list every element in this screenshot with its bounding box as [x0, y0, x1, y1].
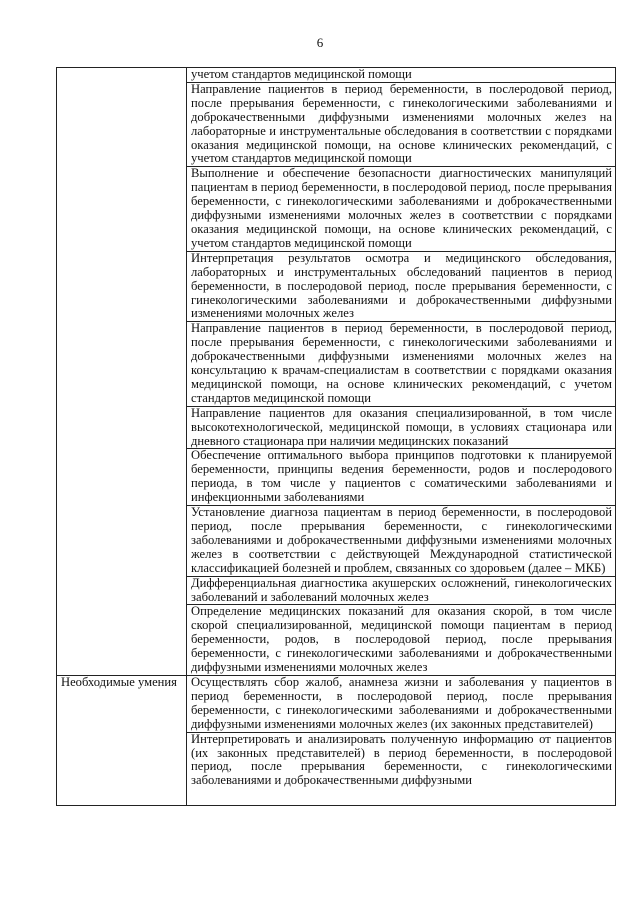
table-cell: Установление диагноза пациентам в период беременности, в послеродовой период, после прерывания беременности, с гинекологическими заболеваниями и доброкачественными диффузными изменениями молочных желез в соответствии с действующей Международной статистической классификацией болезней и проблем, связанных со здоровьем (далее – МКБ) [187, 506, 616, 577]
table-cell: учетом стандартов медицинской помощи [187, 68, 616, 83]
table-row [57, 675, 616, 732]
table-cell: Осуществлять сбор жалоб, анамнеза жизни и заболевания у пациентов в период беременности, в послеродовой период, после прерывания беременности, с гинекологическими заболеваниями и доброкачественными диффузными изменениями молочных желез (их законных представителей) [187, 675, 616, 732]
table-cell: Определение медицинских показаний для оказания скорой, в том числе скорой специализированной, медицинской помощи пациентам в период беременности, родов, в послеродовой период, после прерывания беременности, с гинекологическими заболеваниями и доброкачественными диффузными изменениями молочных желез [187, 605, 616, 676]
table-cell: Интерпретация результатов осмотра и медицинского обследования, лабораторных и инструментальных обследований пациентов в период беременности, в послеродовой период, после прерывания беременности, с гинекологическими заболеваниями и доброкачественными диффузными изменениями молочных желез [187, 251, 616, 322]
table-cell-continued [187, 732, 616, 805]
row-label-empty [57, 68, 187, 676]
qualification-table [56, 67, 616, 806]
table-cell: Выполнение и обеспечение безопасности диагностических манипуляций пациентам в период беременности, в послеродовой период, после прерывания беременности, с гинекологическими заболеваниями и доброкачественными диффузными изменениями молочных желез в соответствии с порядками оказания медицинской помощи, на основе клинических рекомендаций, с учетом стандартов медицинской помощи [187, 167, 616, 251]
table-cell: Направление пациентов в период беременности, в послеродовой период, после прерывания беременности, с гинекологическими заболеваниями и доброкачественными диффузными изменениями молочных желез на консультацию к врачам-специалистам в соответствии с порядками оказания медицинской помощи, на основе клинических рекомендаций, с учетом стандартов медицинской помощи [187, 322, 616, 406]
row-label-skills: Необходимые умения [57, 675, 187, 805]
table-row [57, 68, 616, 83]
table-cell: Обеспечение оптимального выбора принципов подготовки к планируемой беременности, принципы ведения беременности, родов и послеродового периода, в том числе у пациентов с соматическими заболеваниями и инфекционными заболеваниями [187, 449, 616, 506]
table-cell: Направление пациентов в период беременности, в послеродовой период, после прерывания беременности, с гинекологическими заболеваниями и доброкачественными диффузными изменениями молочных желез на лабораторные и инструментальные обследования в соответствии с порядками оказания медицинской помощи, на основе клинических рекомендаций, с учетом стандартов медицинской помощи [187, 82, 616, 166]
cell-text: Интерпретировать и анализировать полученную информацию от пациентов (их законных представителей) в период беременности, в послеродовой период, после прерывания беременности, с гинекологическими заболеваниями и доброкачественными диффузными [191, 732, 612, 788]
table-cell: Дифференциальная диагностика акушерских осложнений, гинекологических заболеваний и заболеваний молочных желез [187, 576, 616, 605]
page-number: 6 [316, 35, 324, 50]
table-cell: Направление пациентов для оказания специализированной, в том числе высокотехнологической, медицинской помощи, в условиях стационара или дневного стационара при наличии медицинских показаний [187, 406, 616, 449]
